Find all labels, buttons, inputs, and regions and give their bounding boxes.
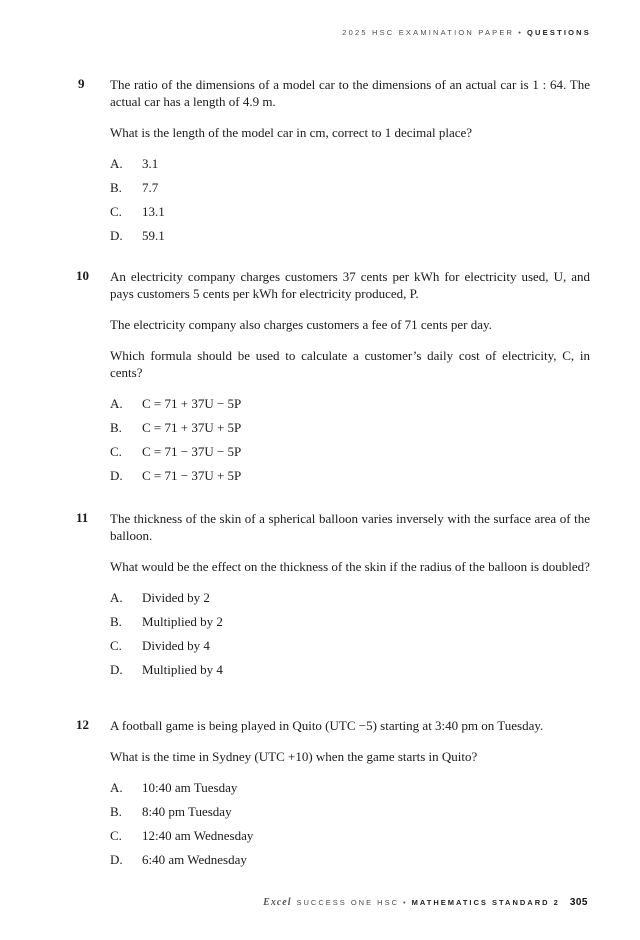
question-text: The thickness of the skin of a spherical balloon varies inversely with the surface area of the balloon. [110, 511, 590, 543]
option-d[interactable] [110, 661, 590, 685]
option-b[interactable] [110, 179, 590, 203]
option-letter: D. [110, 852, 123, 867]
option-text: 8:40 pm Tuesday [142, 804, 232, 819]
option-c[interactable] [110, 827, 590, 851]
page-number: 305 [569, 897, 588, 908]
option-b[interactable] [110, 419, 590, 443]
option-d[interactable] [110, 467, 590, 491]
option-a[interactable] [110, 395, 590, 419]
option-formula: C = 71 + 37U + 5P [142, 420, 242, 435]
question-text: The ratio of the dimensions of a model car to the dimensions of an actual car is 1 : 64. The actual car has a length of 4.9 m. [110, 77, 590, 109]
running-header [342, 28, 591, 37]
section-title: QUESTIONS [527, 28, 591, 37]
option-c[interactable] [110, 203, 590, 227]
option-c[interactable] [110, 637, 590, 661]
option-letter: C. [110, 828, 122, 843]
option-text: Multiplied by 4 [142, 662, 223, 677]
option-text: 12:40 am Wednesday [142, 828, 254, 843]
option-c[interactable] [110, 443, 590, 467]
question-prompt: What would be the effect on the thickness of the skin if the radius of the balloon is doubled? [110, 559, 590, 574]
question-text: The electricity company also charges customers a fee of 71 cents per day. [110, 317, 492, 332]
option-letter: C. [110, 444, 122, 459]
option-d[interactable] [110, 227, 590, 251]
answer-options [110, 779, 590, 875]
answer-options [110, 395, 590, 491]
option-d[interactable] [110, 851, 590, 875]
option-letter: C. [110, 638, 122, 653]
option-b[interactable] [110, 613, 590, 637]
question-body [110, 510, 590, 685]
option-formula: C = 71 + 37U − 5P [142, 396, 242, 411]
option-a[interactable] [110, 589, 590, 613]
footer-separator: • [403, 898, 408, 907]
option-letter: B. [110, 614, 122, 629]
question-number: 11 [76, 510, 89, 525]
option-formula: C = 71 − 37U + 5P [142, 468, 242, 483]
running-footer [263, 897, 588, 908]
option-letter: D. [110, 228, 123, 243]
option-text: Multiplied by 2 [142, 614, 223, 629]
option-a[interactable] [110, 779, 590, 803]
option-text: 6:40 am Wednesday [142, 852, 247, 867]
option-letter: B. [110, 180, 122, 195]
paper-title: 2025 HSC EXAMINATION PAPER [342, 28, 515, 37]
option-letter: D. [110, 662, 123, 677]
question-body [110, 268, 590, 491]
option-text: Divided by 4 [142, 638, 210, 653]
option-letter: B. [110, 420, 122, 435]
subject-title: MATHEMATICS STANDARD 2 [411, 898, 560, 907]
option-text: 10:40 am Tuesday [142, 780, 238, 795]
option-letter: A. [110, 780, 123, 795]
option-formula: C = 71 − 37U − 5P [142, 444, 242, 459]
question-prompt: What is the length of the model car in cm, correct to 1 decimal place? [110, 125, 473, 140]
question-body [110, 717, 590, 875]
brand-logo: Excel [263, 897, 292, 908]
question-prompt: What is the time in Sydney (UTC +10) when the game starts in Quito? [110, 749, 478, 764]
option-letter: A. [110, 156, 123, 171]
question-body [110, 76, 590, 251]
header-separator: • [518, 28, 524, 37]
option-letter: D. [110, 468, 123, 483]
option-letter: A. [110, 590, 123, 605]
option-letter: B. [110, 804, 122, 819]
option-letter: C. [110, 204, 122, 219]
question-text: A football game is being played in Quito (UTC −5) starting at 3:40 pm on Tuesday. [110, 718, 544, 733]
question-number: 10 [76, 268, 89, 283]
answer-options [110, 589, 590, 685]
series-title: SUCCESS ONE HSC [296, 898, 399, 907]
question-prompt: Which formula should be used to calculate a customer’s daily cost of electricity, C, in cents? [110, 348, 590, 380]
option-letter: A. [110, 396, 123, 411]
question-number: 12 [76, 717, 89, 732]
option-text: 59.1 [142, 228, 165, 243]
question-number: 9 [78, 76, 85, 91]
option-a[interactable] [110, 155, 590, 179]
option-text: 7.7 [142, 180, 159, 195]
option-text: 13.1 [142, 204, 165, 219]
option-text: 3.1 [142, 156, 159, 171]
answer-options [110, 155, 590, 251]
option-b[interactable] [110, 803, 590, 827]
option-text: Divided by 2 [142, 590, 210, 605]
question-text: An electricity company charges customers 37 cents per kWh for electricity used, U, and pays customers 5 cents per kWh for electricity produced, P. [110, 269, 590, 301]
